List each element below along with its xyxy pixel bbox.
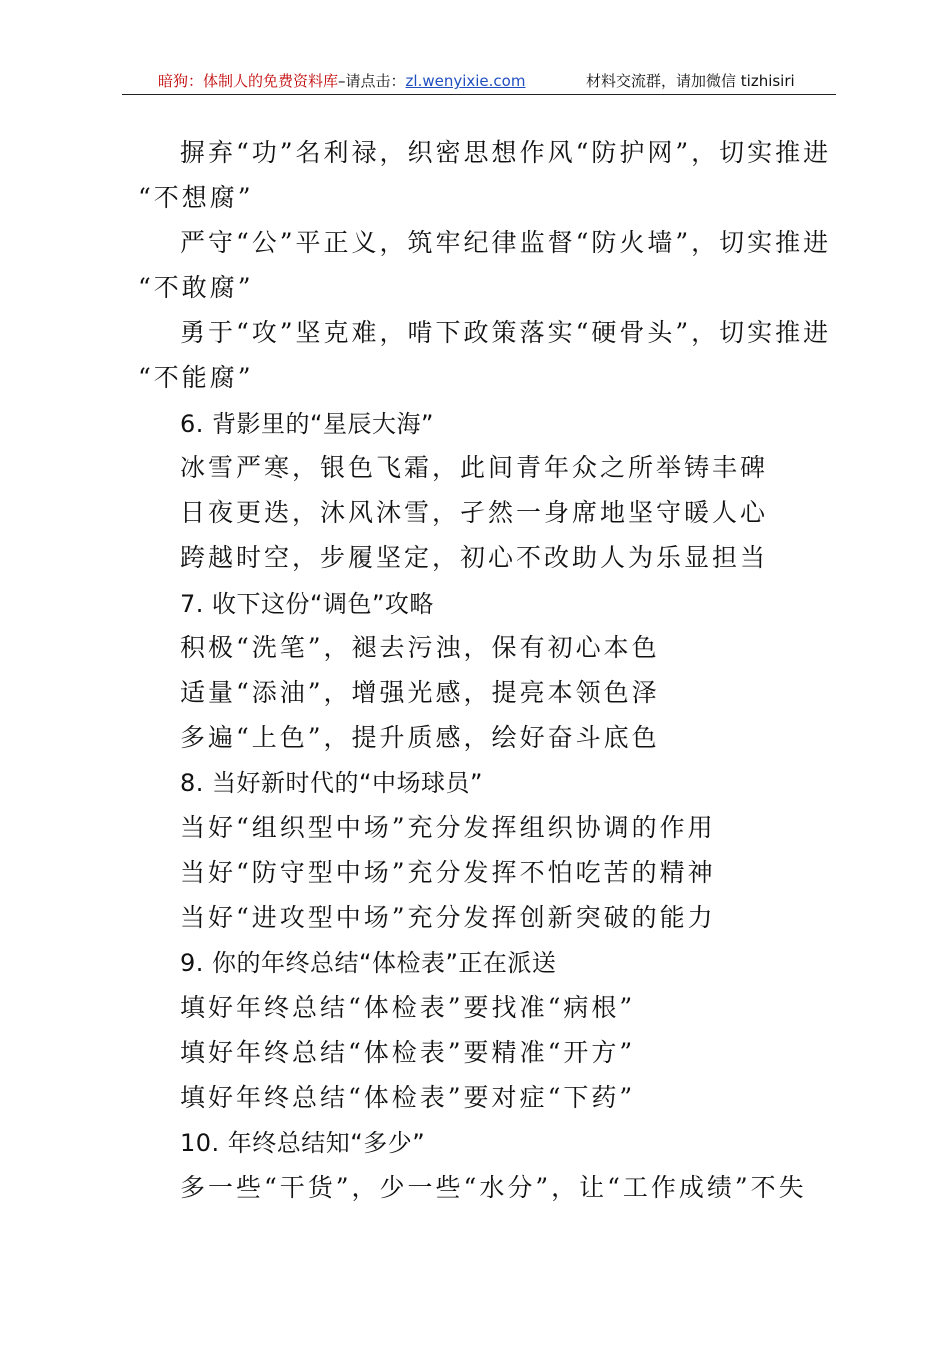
- header-group-info: 材料交流群，请加微信 tizhisiri: [586, 72, 795, 90]
- body-line: 勇于“攻”坚克难，啃下政策落实“硬骨头”，切实推进: [180, 318, 832, 347]
- body-line: 填好年终总结“体检表”要精准“开方”: [180, 1038, 636, 1067]
- body-line: 严守“公”平正义，筑牢纪律监督“防火墙”，切实推进: [180, 228, 832, 257]
- body-line: 跨越时空，步履坚定，初心不改助人为乐显担当: [180, 543, 769, 572]
- body-line: 日夜更迭，沐风沐雪，孑然一身席地坚守暖人心: [180, 498, 769, 527]
- body-line: 摒弃“功”名利禄，织密思想作风“防护网”，切实推进: [180, 138, 832, 167]
- body-line: 填好年终总结“体检表”要对症“下药”: [180, 1083, 636, 1112]
- header-prompt: –请点击：: [338, 72, 406, 90]
- body-line: 冰雪严寒，银色飞霜，此间青年众之所举铸丰碑: [180, 453, 769, 482]
- body-line: “不能腐”: [138, 363, 254, 392]
- section-heading: 8. 当好新时代的“中场球员”: [180, 769, 483, 797]
- body-line: 填好年终总结“体检表”要找准“病根”: [180, 993, 636, 1022]
- body-line: 多一些“干货”，少一些“水分”，让“工作成绩”不失: [180, 1173, 807, 1202]
- page-header: [122, 68, 836, 95]
- section-heading: 9. 你的年终总结“体检表”正在派送: [180, 949, 557, 977]
- body-line: 多遍“上色”，提升质感，绘好奋斗底色: [180, 723, 660, 752]
- body-line: 当好“防守型中场”充分发挥不怕吃苦的精神: [180, 858, 716, 887]
- section-heading: 7. 收下这份“调色”攻略: [180, 590, 434, 618]
- header-text: [158, 68, 525, 94]
- body-line: 适量“添油”，增强光感，提亮本领色泽: [180, 678, 660, 707]
- section-heading: 10. 年终总结知“多少”: [180, 1129, 426, 1157]
- body-line: 积极“洗笔”，褪去污浊，保有初心本色: [180, 633, 660, 662]
- body-line: “不想腐”: [138, 183, 254, 212]
- body-line: 当好“组织型中场”充分发挥组织协调的作用: [180, 813, 716, 842]
- body-line: 当好“进攻型中场”充分发挥创新突破的能力: [180, 903, 716, 932]
- header-link[interactable]: zl.wenyixie.com: [405, 72, 526, 90]
- section-heading: 6. 背影里的“星辰大海”: [180, 410, 434, 438]
- body-line: “不敢腐”: [138, 273, 254, 302]
- header-brand: 暗狗：体制人的免费资料库: [158, 72, 339, 90]
